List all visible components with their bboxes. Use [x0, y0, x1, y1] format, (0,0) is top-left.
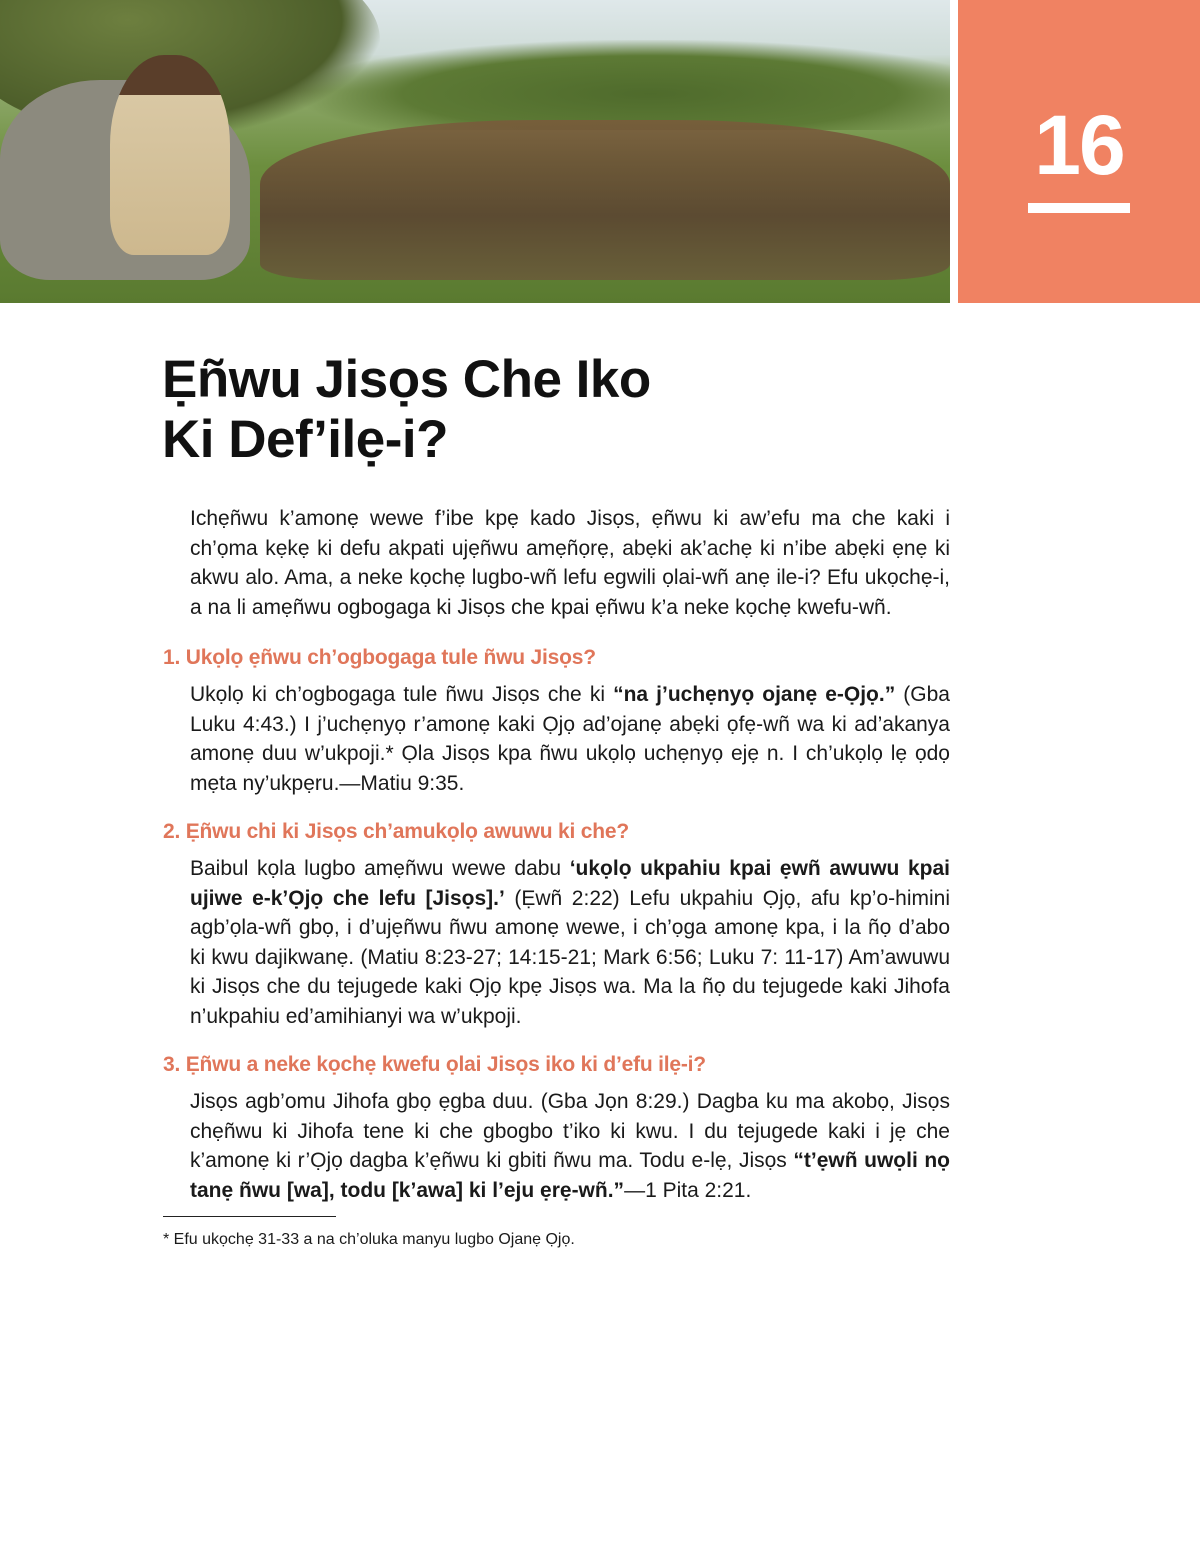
- photo-jesus-figure: [110, 55, 230, 255]
- text-segment: (Gba Luku 4:43.) I j’uchẹnyọ r’amonẹ kaki Ọjọ ad’ojanẹ abẹki ọfẹ-wñ wa ki ad’akanya amonẹ duu w’ukpoji.* Ọla Jisọs kpa ñwu ukọlọ uchẹnyọ ejẹ n. I ch’ukọlọ lẹ ọdọ mẹta ny’ukpẹru.—Matiu 9:35.: [190, 683, 950, 795]
- text-segment: Jisọs agb’omu Jihofa gbọ ẹgba duu. (Gba Jọn 8:29.) Dagba ku ma akobọ, Jisọs chẹñwu ki Jihofa tene ki che gbogbo t’iko ki kwu. I du tejugede kaki i jẹ che k’amonẹ ki r’Ọjọ dagba k’ẹñwu ki gbiti ñwu ma. Todu e-lẹ, Jisọs: [190, 1090, 950, 1172]
- photo-hills: [300, 40, 950, 130]
- section-paragraph: [190, 1087, 950, 1205]
- section-2: [163, 818, 950, 1031]
- photo-crowd: [260, 120, 950, 280]
- section-heading: 3. Ẹñwu a neke kọchẹ kwefu ọlai Jisọs iko ki d’efu ilẹ-i?: [163, 1053, 706, 1076]
- intro-paragraph: Ichẹñwu k’amonẹ wewe f’ibe kpẹ kado Jisọs, ẹñwu ki aw’efu ma che kaki i ch’ọma kẹkẹ ki defu akpati ujẹñwu amẹñọrẹ, abẹki ak’achẹ ki n’ibe abẹki ẹnẹ ki akwu alo. Ama, a neke kọchẹ lugbo-wñ lefu egwili ọlai-wñ anẹ ile-i? Efu ukọchẹ-i, a na li amẹñwu ogbogaga ki Jisọs che kpai ẹñwu k’a neke kọchẹ kwefu-wñ.: [190, 507, 950, 619]
- page-title: [162, 350, 651, 470]
- footnote-divider: [163, 1216, 336, 1217]
- text-segment: Ukọlọ ki ch’ogbogaga tule ñwu Jisọs che ki: [190, 683, 614, 706]
- bold-quote: ‘ukọlọ ukpahiu kpai ẹwñ awuwu kpai ujiwe e-k’Ọjọ che lefu [Jisọs].’: [190, 857, 950, 910]
- text-segment: Baibul kọla lugbo amẹñwu wewe dabu: [190, 857, 570, 880]
- bold-quote: “na j’uchẹnyọ ojanẹ e-Ọjọ.”: [613, 683, 896, 706]
- footnote: * Efu ukọchẹ 31-33 a na ch’oluka manyu lugbo Ojanẹ Ọjọ.: [163, 1231, 575, 1248]
- title-line-2: Ki Def’ilẹ-i?: [162, 410, 448, 469]
- section-3: [163, 1051, 950, 1205]
- title-line-1: Ẹñwu Jisọs Che Iko: [162, 350, 651, 409]
- section-heading: 2. Ẹñwu chi ki Jisọs ch’amukọlọ awuwu ki che?: [163, 820, 629, 843]
- section-paragraph: [190, 854, 950, 1031]
- section-1: [163, 644, 950, 798]
- text-segment: (Ẹwñ 2:22) Lefu ukpahiu Ọjọ, afu kp’o-himini agb’ọla-wñ gbọ, i d’ujẹñwu ñwu amonẹ wewe, i ch’ọga amonẹ kpa, i la ñọ d’abo ki kwu dajikwanẹ. (Matiu 8:23-27; 14:15-21; Mark 6:56; Luku 7: 11-17) Am’awuwu ki Jisọs che du tejugede kaki Ọjọ kpẹ Jisọs wa. Ma la ñọ du tejugede kaki Jihofa n’ukpahiu ed’amihianyi wa w’ukpoji.: [190, 886, 950, 1028]
- lesson-content: [163, 504, 950, 1251]
- section-heading: 1. Ukọlọ ẹñwu ch’ogbogaga tule ñwu Jisọs?: [163, 646, 596, 669]
- bold-quote: “t’ẹwñ uwọli nọ tanẹ ñwu [wa], todu [k’awa] ki l’eju ẹrẹ-wñ.”: [190, 1149, 951, 1202]
- chapter-underline: [1028, 203, 1130, 213]
- section-paragraph: [190, 680, 950, 798]
- text-segment: —1 Pita 2:21.: [624, 1178, 752, 1202]
- chapter-number: 16: [1034, 98, 1124, 192]
- chapter-badge: [958, 0, 1200, 303]
- hero-photo-jesus-teaching-crowd: [0, 0, 950, 303]
